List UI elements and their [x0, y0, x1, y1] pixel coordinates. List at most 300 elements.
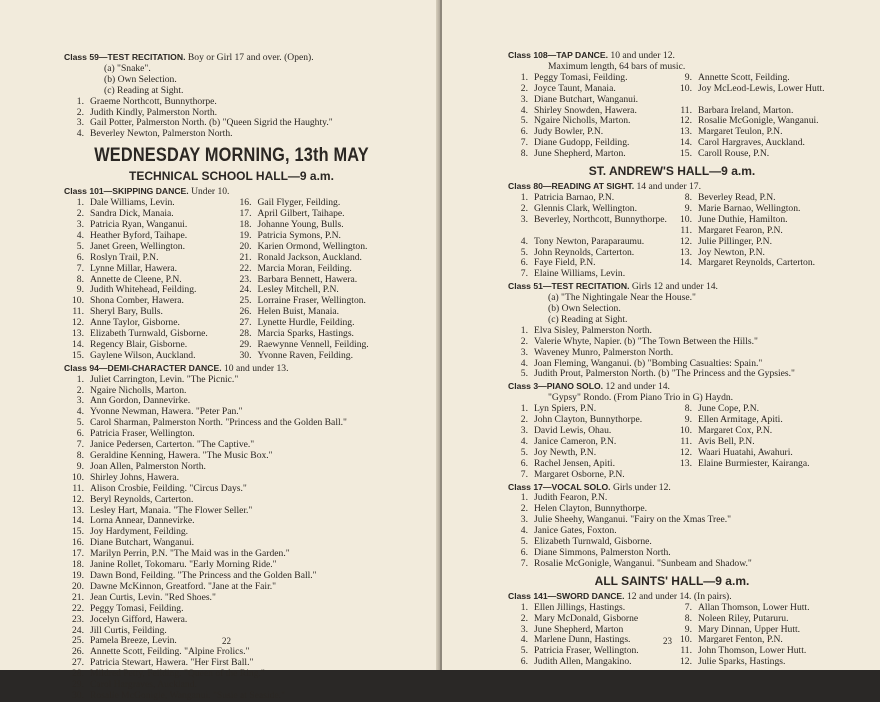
entrant-number: 2.: [520, 414, 528, 426]
entrant-name: Margaret Osborne, P.N.: [534, 468, 625, 480]
entrant-name: Faye Field, P.N.: [534, 257, 596, 269]
entrant-number: 9.: [684, 623, 692, 635]
entrant-number: 25.: [239, 295, 252, 307]
entrant-number: 13.: [680, 126, 692, 138]
entrant-number: 7.: [76, 262, 84, 274]
entrant-name: Peggy Tomasi, Feilding.: [534, 71, 628, 83]
entrant-number: 3.: [520, 425, 528, 436]
entrant-row: [64, 351, 232, 362]
entrant-list: [508, 73, 836, 160]
entrant-name: Caroll Rouse, P.N.: [698, 148, 770, 160]
class-note: 10 and under 13.: [224, 362, 289, 374]
entrant-number: 4.: [76, 406, 84, 418]
entrant-number: 18.: [239, 218, 252, 230]
entrant-number: 6.: [520, 656, 528, 668]
entrant-name: Yvonne Newman, Hawera. "Peter Pan.": [90, 406, 243, 418]
entrant-number: 5.: [520, 115, 528, 127]
entrant-name: Marilyn Perrin, P.N. "The Maid was in the Garden.": [90, 548, 290, 560]
entrant-list: [508, 326, 836, 381]
entrant-number: 1.: [520, 191, 528, 203]
class-note: Girls under 12.: [612, 481, 671, 493]
entrant-name: Elva Sisley, Palmerston North.: [534, 324, 652, 336]
entrant-list: [508, 493, 836, 569]
entrant-row: [508, 95, 672, 106]
entrant-name: Karien Ormond, Wellington.: [257, 240, 368, 252]
entrant-number: 14.: [680, 137, 692, 149]
class-name: PIANO SOLO.: [546, 381, 604, 392]
entrant-name: Janice Cameron, P.N.: [534, 435, 617, 447]
entrant-row: [508, 149, 672, 160]
entrant-name: Lynette Hurdle, Feilding.: [257, 317, 355, 329]
entrant-number: 10.: [680, 82, 692, 94]
entrant-number: 13.: [680, 457, 692, 469]
class-name: TEST RECITATION.: [107, 52, 186, 62]
entrant-name: Noleen Riley, Putaruru.: [698, 612, 789, 624]
class-94: [64, 363, 399, 702]
entrant-number: 29.: [239, 338, 252, 350]
entrant-name: Peggy Tomasi, Feilding.: [90, 602, 184, 614]
right-page-content: [508, 49, 836, 668]
entrant-number: 21.: [72, 591, 84, 603]
class-3: [508, 381, 836, 480]
entrant-name: Margaret Reynolds, Carterton.: [698, 257, 816, 269]
entrant-name: Julie Sheehy, Wanganui. "Fairy on the Xmas Tree.": [534, 514, 732, 526]
entrant-number: 10.: [72, 295, 84, 307]
entrant-list: [64, 97, 399, 141]
entrant-name: Annette Scott, Feilding.: [698, 71, 790, 83]
entrant-row: [508, 614, 672, 625]
entrant-name: Regency Blair, Gisborne.: [90, 338, 188, 350]
entrant-row: [232, 264, 400, 275]
right-page: [442, 0, 880, 670]
class-108: [508, 50, 836, 160]
entrant-name: Patricia Stewart, Hawera. "Her First Ball.": [90, 657, 254, 669]
entrant-number: 15.: [680, 148, 692, 160]
entrant-number: 6.: [76, 428, 84, 440]
entrant-name: Roslyn Trail, P.N.: [90, 251, 159, 263]
entrant-number: [508, 226, 528, 237]
entrant-number: 2.: [520, 503, 528, 515]
entrant-name: Rosalie McGonigle, Wanganui. "Sunbeam and Shadow.": [534, 557, 752, 569]
entrant-name: Judith Whitehead, Feilding.: [90, 284, 197, 296]
entrant-row: [508, 269, 672, 280]
class-name: SWORD DANCE.: [556, 590, 625, 601]
entrant-number: 9.: [684, 414, 692, 426]
left-page-content: [64, 51, 399, 702]
entrant-name: Shirley Johns, Hawera.: [90, 471, 179, 483]
entrant-number: 5.: [520, 246, 528, 258]
entrant-row: [672, 459, 836, 470]
entrant-name: Beryl Reynolds, Carterton.: [90, 493, 194, 505]
entrant-row: [672, 95, 836, 106]
entrant-name: Joy McLeod-Lewis, Lower Hutt.: [698, 82, 825, 94]
entrant-name: Gail Potter, Palmerston North. (b) "Queen Sigrid the Haughty.": [90, 117, 333, 129]
entrant-row: [64, 375, 399, 386]
entrant-number: 8.: [684, 612, 692, 624]
entrant-row: [672, 470, 836, 481]
entrant-name: Ellen Armitage, Apiti.: [698, 414, 783, 426]
entrant-number: 3.: [76, 117, 84, 129]
entrant-row: [508, 215, 672, 226]
entrant-row: [672, 269, 836, 280]
entrant-name: Dale Williams, Levin.: [90, 197, 175, 209]
class-note: Under 10.: [191, 186, 230, 198]
venue-heading: TECHNICAL SCHOOL HALL—9 a.m.: [129, 169, 334, 184]
entrant-number: 10.: [72, 471, 84, 483]
page-number: 22: [222, 636, 231, 646]
entrant-number: 9.: [76, 284, 84, 296]
class-note: Maximum length, 64 bars of music.: [548, 60, 686, 72]
entrant-row: [64, 264, 232, 275]
entrant-name: Alison Crosbie, Feilding. "Circus Days.": [90, 482, 247, 494]
entrant-number: 22.: [72, 602, 84, 614]
entrant-number: 2.: [76, 208, 84, 220]
entrant-name: Patricia Ryan, Wanganui.: [90, 218, 188, 230]
entrant-name: Jean Curtis, Levin. "Red Shoes.": [90, 591, 216, 603]
class-name: SKIPPING DANCE.: [112, 186, 189, 197]
entrant-number: 6.: [520, 126, 528, 138]
entrant-name: Margaret Cox, P.N.: [698, 425, 773, 436]
entrant-number: 8.: [76, 450, 84, 461]
entrant-number: 5.: [520, 446, 528, 458]
class-141: [508, 591, 836, 668]
entrant-row: [64, 615, 399, 626]
entrant-number: 8.: [684, 403, 692, 415]
entrant-name: Barbara Bennett, Hawera.: [257, 273, 358, 285]
entrant-name: Tony Newton, Paraparaumu.: [534, 235, 645, 247]
entrant-number: 27.: [239, 317, 252, 329]
entrant-name: June Shepherd, Marton.: [534, 148, 626, 160]
entrant-number: 6.: [520, 546, 528, 558]
entrant-row: [508, 348, 836, 359]
entrant-row: [508, 369, 836, 380]
class-name: DEMI-CHARACTER DANCE.: [107, 362, 222, 373]
class-sub-item: (a) "The Nightingale Near the House.": [548, 292, 696, 304]
entrant-number: 23.: [239, 273, 252, 285]
entrant-number: 4.: [520, 435, 528, 447]
entrant-number: 1.: [520, 71, 528, 83]
entrant-number: 10.: [680, 425, 692, 436]
entrant-number: [672, 269, 692, 280]
entrant-name: Margaret Fenton, P.N.: [698, 634, 783, 646]
entrant-name: Judith Kindly, Palmerston North.: [90, 106, 218, 118]
entrant-name: Patricia Fraser, Wellington.: [534, 645, 639, 657]
entrant-name: Mary Dinnan, Upper Hutt.: [698, 623, 801, 635]
entrant-number: 30.: [72, 689, 84, 701]
entrant-number: 25.: [72, 635, 84, 647]
entrant-number: 7.: [520, 557, 528, 569]
entrant-name: Jill Curtis, Feilding.: [90, 624, 167, 636]
entrant-number: 1.: [76, 197, 84, 209]
entrant-number: 12.: [680, 115, 692, 127]
entrant-number: 4.: [520, 104, 528, 116]
entrant-number: 22.: [239, 262, 252, 274]
entrant-name: Patricia Symons, P.N.: [257, 229, 341, 241]
entrant-row: [64, 604, 399, 615]
entrant-name: Marlene Dunn, Hastings.: [534, 634, 631, 646]
entrant-number: 14.: [72, 338, 84, 350]
entrant-row: [508, 470, 672, 481]
entrant-list: [508, 193, 836, 280]
entrant-name: Joan Allen, Palmerston North.: [90, 460, 206, 472]
entrant-name: Julie Sparks, Hastings.: [698, 656, 786, 668]
entrant-number: 11.: [72, 482, 84, 494]
entrant-list: [64, 375, 399, 702]
entrant-name: Diane Butchart, Wanganui.: [534, 93, 639, 105]
entrant-number: 16.: [72, 537, 84, 549]
entrant-number: 5.: [520, 645, 528, 657]
entrant-number: 11.: [680, 435, 692, 447]
entrant-name: Judith Prout, Palmerston North. (b) "The Princess and the Gypsies.": [534, 368, 795, 380]
entrant-number: 4.: [76, 128, 84, 140]
entrant-number: 3.: [520, 623, 528, 635]
entrant-name: Mary McDonald, Gisborne: [534, 612, 639, 624]
entrant-row: [508, 603, 672, 614]
entrant-number: 13.: [680, 246, 692, 258]
class-heading: [64, 363, 399, 375]
entrant-name: Marie Barnao, Wellington.: [698, 202, 801, 214]
entrant-number: 1.: [520, 492, 528, 504]
entrant-name: Rosalie McGonigle, Wanganui. "Susie at Seaside.": [90, 689, 285, 701]
entrant-name: Joyce Taunt, Manaia.: [534, 82, 616, 94]
class-59: [64, 52, 399, 140]
class-sub-item: (c) Reading at Sight.: [548, 313, 628, 325]
entrant-name: Rachel Jensen, Apiti.: [534, 457, 615, 469]
entrant-row: [64, 253, 232, 264]
entrant-name: Juliet Carrington, Levin. "The Picnic.": [90, 373, 239, 385]
entrant-name: Dawn Bond, Feilding. "The Princess and the Golden Ball.": [90, 569, 317, 581]
entrant-number: 17.: [239, 208, 252, 220]
entrant-name: Waveney Munro, Palmerston North.: [534, 346, 674, 358]
entrant-number: 2.: [76, 384, 84, 396]
entrant-name: Judy Bowler, P.N.: [534, 126, 604, 138]
entrant-number: 1.: [520, 403, 528, 415]
entrant-name: Carol Sharman, Palmerston North. "Princess and the Golden Ball.": [90, 417, 347, 429]
entrant-name: Dawne McKinnon, Greatford. "Jane at the Fair.": [90, 580, 277, 592]
entrant-number: 5.: [76, 240, 84, 252]
entrant-number: 13.: [72, 328, 84, 340]
entrant-number: 3.: [76, 395, 84, 407]
entrant-name: Lynne Millar, Hawera.: [90, 262, 177, 274]
entrant-number: 6.: [520, 457, 528, 469]
entrant-row: [672, 258, 836, 269]
entrant-number: 8.: [684, 191, 692, 203]
entrant-number: 12.: [680, 446, 692, 458]
entrant-name: Elaine Burmiester, Kairanga.: [698, 457, 810, 469]
class-80: [508, 181, 836, 280]
class-note: Boy or Girl 17 and over. (Open).: [187, 52, 314, 63]
entrant-number: 11.: [680, 645, 692, 657]
class-number: Class 80—: [508, 181, 552, 192]
entrant-number: 3.: [520, 514, 528, 526]
entrant-number: 6.: [76, 251, 84, 263]
entrant-number: 9.: [684, 71, 692, 83]
entrant-number: 26.: [72, 646, 84, 658]
entrant-name: Lyn Spiers, P.N.: [534, 403, 597, 415]
entrant-number: 3.: [520, 346, 528, 358]
entrant-name: Annette de Cleene, P.N.: [90, 273, 182, 285]
entrant-name: Janine Rollet, Tokomaru. "Early Morning Ride.": [90, 559, 277, 571]
entrant-name: Graeme Northcott, Bunnythorpe.: [90, 95, 217, 107]
entrant-name: Shirley Snowden, Hawera.: [534, 104, 637, 116]
entrant-name: John Thomson, Lower Hutt.: [698, 645, 807, 657]
entrant-number: 1.: [76, 373, 84, 385]
entrant-number: 1.: [520, 601, 528, 613]
entrant-number: 12.: [72, 317, 84, 329]
entrant-number: 2.: [520, 612, 528, 624]
entrant-number: 24.: [72, 624, 84, 636]
entrant-name: Carol Hargraves, Auckland.: [698, 137, 805, 149]
entrant-name: Joy Hardyment, Feilding.: [90, 526, 189, 538]
entrant-name: Johanne Young, Bulls.: [257, 218, 344, 230]
class-number: Class 59—: [64, 52, 108, 62]
entrant-name: Barbara Ireland, Marton.: [698, 104, 794, 116]
entrant-number: 4.: [520, 357, 528, 369]
entrant-name: Ngaire Nicholls, Marton.: [534, 115, 631, 127]
entrant-list: [64, 198, 399, 362]
entrant-name: June Duthie, Hamilton.: [698, 213, 788, 225]
entrant-name: Allan Thomson, Lower Hutt.: [698, 601, 810, 613]
entrant-number: 14.: [680, 257, 692, 269]
class-note: 10 and under 12.: [610, 50, 675, 61]
entrant-number: 2.: [76, 106, 84, 118]
entrant-name: Joan Fleming, Wanganui. (b) "Bombing Casualties: Spain.": [534, 357, 763, 369]
entrant-row: [64, 691, 399, 702]
entrant-number: 11.: [680, 224, 692, 236]
entrant-number: 15.: [72, 526, 84, 538]
entrant-number: 19.: [72, 569, 84, 581]
entrant-name: Ellen Jillings, Hastings.: [534, 601, 626, 613]
entrant-number: 12.: [680, 656, 692, 668]
class-sub-item: (c) Reading at Sight.: [104, 84, 184, 96]
entrant-name: Raewynne Vennell, Feilding.: [257, 338, 369, 350]
entrant-row: [672, 226, 836, 237]
entrant-number: 23.: [72, 613, 84, 625]
entrant-name: Ann Gordon, Dannevirke.: [90, 395, 191, 407]
class-note: "Gypsy" Rondo. (From Piano Trio in G) Haydn.: [548, 392, 734, 404]
entrant-row: [508, 459, 672, 470]
entrant-name: Lesley Hart, Manaia. "The Flower Seller.": [90, 504, 253, 516]
entrant-name: Sandra Dick, Manaia.: [90, 208, 174, 220]
entrant-number: 17.: [72, 548, 84, 560]
entrant-row: [508, 237, 672, 248]
entrant-number: 11.: [72, 306, 84, 318]
entrant-number: 16.: [239, 197, 252, 209]
entrant-number: 3.: [520, 213, 528, 225]
entrant-name: John Reynolds, Carterton.: [534, 246, 635, 258]
class-name: VOCAL SOLO.: [551, 481, 611, 492]
entrant-name: Margaret Fearon, P.N.: [698, 224, 783, 236]
entrant-row: [508, 84, 672, 95]
entrant-name: John Clayton, Bunnythorpe.: [534, 414, 643, 426]
entrant-name: Annette Scott, Feilding. "Alpine Frolics.": [90, 646, 250, 658]
entrant-name: Margaret Teulon, P.N.: [698, 126, 783, 138]
venue-heading: ST. ANDREW'S HALL—9 a.m.: [588, 164, 756, 179]
class-heading: [508, 591, 836, 603]
entrant-number: 27.: [72, 657, 84, 669]
class-name: READING AT SIGHT.: [551, 181, 635, 192]
entrant-number: 12.: [680, 235, 692, 247]
class-51: [508, 281, 836, 380]
entrant-row: [672, 149, 836, 160]
entrant-number: 5.: [76, 417, 84, 429]
entrant-number: 4.: [520, 634, 528, 646]
entrant-name: Janice Pedersen, Carterton. "The Captive.": [90, 439, 255, 451]
entrant-name: Judith Fearon, P.N.: [534, 492, 608, 504]
entrant-number: [672, 470, 692, 481]
class-name: TEST RECITATION.: [551, 281, 630, 292]
entrant-number: 11.: [680, 104, 692, 116]
entrant-name: Lesley Mitchell, P.N.: [257, 284, 339, 296]
class-17: [508, 482, 836, 570]
entrant-number: 21.: [239, 251, 252, 263]
class-number: Class 108—: [508, 50, 557, 60]
class-101: [64, 186, 399, 362]
entrant-name: Janice Gates, Foxton.: [534, 525, 617, 537]
entrant-name: Patricia Fraser, Wellington.: [90, 428, 195, 440]
entrant-number: 29.: [72, 679, 84, 691]
class-sub-item: (b) Own Selection.: [548, 303, 621, 315]
entrant-number: 5.: [520, 536, 528, 548]
entrant-row: [672, 237, 836, 248]
entrant-row: [64, 129, 399, 140]
entrant-name: Patricia Barnao, P.N.: [534, 191, 615, 203]
entrant-number: 10.: [680, 634, 692, 646]
entrant-name: Gail Flyger, Feilding.: [257, 197, 341, 209]
entrant-number: 1.: [76, 95, 84, 107]
entrant-row: [232, 253, 400, 264]
class-number: Class 3—: [508, 381, 547, 392]
entrant-row: [64, 484, 399, 495]
entrant-number: 7.: [520, 268, 528, 280]
entrant-number: 20.: [239, 240, 252, 252]
page-number: 23: [663, 636, 672, 646]
entrant-name: April Gilbert, Taihape.: [257, 208, 345, 220]
entrant-number: 3.: [520, 93, 528, 105]
entrant-name: Lorraine Fraser, Wellington.: [257, 295, 366, 307]
entrant-name: Elizabeth Turnwald, Gisborne.: [534, 536, 652, 548]
entrant-row: [508, 657, 672, 668]
entrant-number: 4.: [76, 229, 84, 241]
entrant-name: Marcia Moran, Feilding.: [257, 262, 352, 274]
entrant-name: Joy Newton, P.N.: [698, 246, 765, 258]
class-note: Girls 12 and under 14.: [631, 281, 718, 293]
entrant-name: Helen Buist, Manaia.: [257, 306, 340, 318]
entrant-number: 19.: [239, 229, 252, 241]
entrant-row: [672, 614, 836, 625]
entrant-number: 13.: [72, 504, 84, 516]
entrant-name: Avis Bell, P.N.: [698, 435, 755, 447]
entrant-number: 7.: [520, 137, 528, 149]
entrant-name: Janet Green, Wellington.: [90, 240, 185, 252]
entrant-row: [672, 657, 836, 668]
entrant-name: Glennis Clark, Wellington.: [534, 202, 637, 214]
entrant-name: Carol Hargraves, Auckland.: [90, 679, 197, 691]
entrant-name: Yvonne Raven, Feilding.: [257, 349, 353, 361]
entrant-name: Jocelyn Gifford, Hawera.: [90, 613, 188, 625]
entrant-number: 7.: [76, 439, 84, 451]
entrant-name: Mildred Petty, Feilding. "Queen of the Ring.": [90, 668, 265, 680]
class-note: 14 and under 17.: [636, 181, 701, 193]
entrant-name: Judith Allen, Mangakino.: [534, 656, 632, 668]
entrant-name: June Cope, P.N.: [698, 403, 760, 415]
entrant-name: Beverley Read, P.N.: [698, 191, 776, 203]
class-sub-item: (b) Own Selection.: [104, 73, 177, 85]
entrant-name: Heather Byford, Taihape.: [90, 229, 188, 241]
entrant-number: [672, 95, 692, 106]
entrant-number: 24.: [239, 284, 252, 296]
class-number: Class 141—: [508, 590, 557, 601]
